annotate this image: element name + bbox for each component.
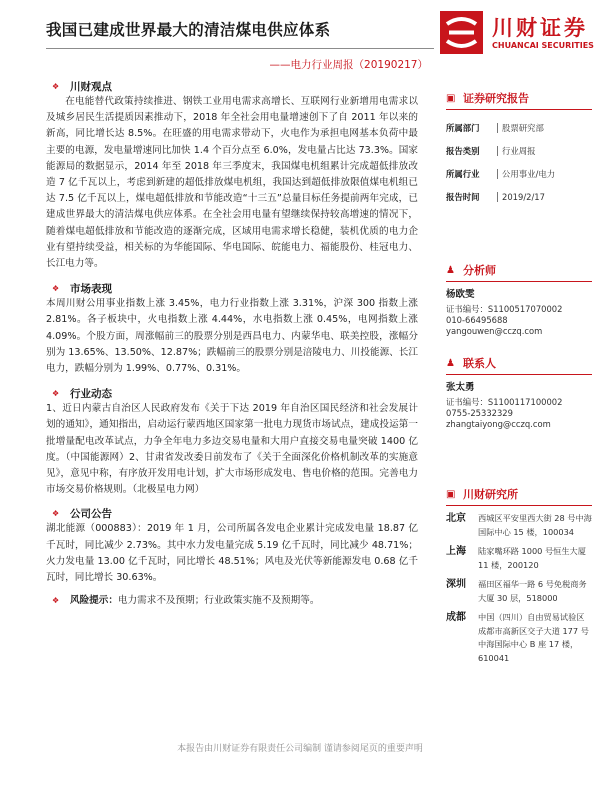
section-paragraph: 本周川财公用事业指数上涨 3.45%，电力行业指数上涨 3.31%，沪深 300 指数上涨 2.81%。各子板块中，火电指数上涨 4.44%，水电指数上涨 0.45%，电网指数上涨 4.09%。个股方面，周涨幅前三的股票分别是西昌电力、内蒙华电、联美控股，涨幅分别为 13.65%、13.50%、12.87%；跌幅前三的股票分别是涪陵电力、川投能源、长江电力，跌幅分别为 1.99%、0.77%、0.31%。 (46, 298, 418, 375)
diamond-bullet-icon: ❖ (52, 81, 60, 91)
section-heading (46, 385, 418, 401)
section-paragraph: 1、近日内蒙古自治区人民政府发布《关于下达 2019 年自治区国民经济和社会发展计划的通知》，通知指出，启动运行蒙西地区国家第一批电力现货市场试点，建成投运第一批增量配电改革试点，力争全年电力多边交易电量和大用户直接交易电量突破 1400 亿度。（中国能源网）2、甘肃省发改委日前发布了《关于全面深化价格机制改革的实施意见》，意见中称，有序放开发用电计划，扩大市场形成发电、售电价格的范围。完善电力市场交易价格规则。（北极星电力网） (46, 403, 418, 496)
logo-english-text: CHUANCAI SECURITIES (492, 41, 594, 50)
title-divider (46, 48, 434, 49)
risk-label: 风险提示： (70, 595, 118, 607)
address-city: 北京 (446, 513, 466, 524)
info-row (446, 139, 592, 162)
address-row (446, 545, 592, 572)
address-city: 成都 (446, 612, 466, 623)
report-title: 我国已建成世界最大的清洁煤电供应体系 (46, 21, 331, 39)
sidebar (446, 90, 592, 665)
person-icon: ♟ (446, 357, 455, 369)
analyst-email[interactable]: yangouwen@cczq.com (446, 326, 543, 336)
section-paragraph: 在电能替代政策持续推进、钢铁工业用电需求高增长、互联网行业新增用电需求以及城乡居民生活提质因素推动下，2018 年全社会用电量增速创下了自 2011 年以来的新高，同比增长达 8.5%。在旺盛的用电需求带动下，火电作为承担电网基本负荷中最主要的电源，发电量增速同比加快 1.4 个百分点至 6.0%，发电量占比达 73.3%。国家能源局的数据显示，2014 年至 2018 年三季度末，我国煤电机组累计完成超低排放改造 7 亿千瓦以上，考虑到新建的超低排放煤电机组，我国达到超低排放限值煤电机组已达 7.5 亿千瓦以上，煤电超低排放和节能改造“十三五”总量目标任务提前两年完成，已建成世界最大的清洁煤电供应体系。在全社会用电量有望继续保持较高增速的情况下，随着煤电超低排放和节能改造的逐渐完成，区域用电需求增长稳健，装机优质的电力企业有望持续受益，相关标的为华能国际、华电国际、皖能电力、福能股份、桂冠电力、长江电力等。 (46, 96, 418, 270)
report-info-table (446, 116, 592, 208)
info-key: 报告时间 (446, 191, 480, 202)
contact-cert: 证书编号：S1100117100002 (446, 397, 563, 407)
sidebar-heading-text: 联系人 (463, 357, 496, 370)
address-city: 深圳 (446, 579, 466, 590)
divider (446, 505, 592, 506)
person-icon: ♟ (446, 264, 455, 276)
diamond-bullet-icon: ❖ (52, 508, 60, 518)
info-key: 所属行业 (446, 168, 480, 179)
section-title: 公司公告 (70, 507, 112, 520)
building-icon: ▣ (446, 488, 456, 500)
info-row (446, 116, 592, 139)
info-value: 2019/2/17 (497, 192, 545, 202)
analyst-details (446, 289, 592, 337)
address-text: 中国（四川）自由贸易试验区成都市高新区交子大道 177 号中海国际中心 B 座 17 楼，610041 (478, 612, 589, 663)
info-value: 股票研究部 (497, 123, 544, 133)
institute-block (446, 486, 592, 665)
info-value: 行业周报 (497, 146, 536, 156)
address-text: 福田区福华一路 6 号免税商务大厦 30 层，518000 (478, 579, 587, 603)
section-announcements (46, 505, 418, 586)
analyst-name: 杨欧雯 (446, 289, 475, 300)
diamond-bullet-icon: ❖ (52, 388, 60, 398)
section-paragraph: 湖北能源（000883）：2019 年 1 月，公司所属各发电企业累计完成发电量 18.87 亿千瓦时，同比减少 2.73%。其中水力发电量完成 5.19 亿千瓦时，同比减少 48.71%；火力发电量 13.00 亿千瓦时，同比增长 48.51%；风电及光伏等新能源发电 0.68 亿千瓦时，同比增长 30.63%。 (46, 523, 418, 584)
section-industry-news (46, 385, 418, 498)
logo-mark-icon (440, 11, 483, 54)
sidebar-heading (446, 355, 592, 371)
info-key: 所属部门 (446, 122, 480, 133)
main-column (46, 78, 418, 609)
divider (446, 374, 592, 375)
sidebar-heading (446, 262, 592, 278)
section-title: 行业动态 (70, 387, 112, 400)
address-text: 西城区平安里西大街 28 号中海国际中心 15 楼，100034 (478, 513, 592, 537)
sidebar-heading (446, 90, 592, 106)
section-viewpoint (46, 78, 418, 272)
contact-name: 张太勇 (446, 382, 475, 393)
report-info-block (446, 90, 592, 208)
divider (446, 109, 592, 110)
sidebar-heading (446, 486, 592, 502)
info-row (446, 162, 592, 185)
company-logo (440, 10, 594, 55)
analyst-phone: 010-66495688 (446, 315, 508, 325)
sidebar-heading-text: 川财研究所 (463, 488, 518, 501)
analyst-block (446, 262, 592, 337)
sidebar-heading-text: 证券研究报告 (463, 92, 529, 105)
section-title: 川财观点 (70, 80, 112, 93)
section-title: 市场表现 (70, 282, 112, 295)
address-text: 陆家嘴环路 1000 号恒生大厦 11 楼，200120 (478, 546, 586, 570)
section-heading (46, 505, 418, 521)
logo-chinese-text: 川财证券 (492, 16, 588, 40)
analyst-cert: 证书编号：S1100517070002 (446, 304, 563, 314)
contact-details (446, 382, 592, 430)
risk-text: 电力需求不及预期；行业政策实施不及预期等。 (117, 595, 320, 607)
diamond-bullet-icon: ❖ (52, 596, 60, 606)
contact-email[interactable]: zhangtaiyong@cczq.com (446, 419, 551, 429)
page-icon: ▣ (446, 92, 456, 104)
address-row (446, 578, 592, 605)
address-row (446, 611, 592, 665)
report-subtitle: ——电力行业周报（20190217） (269, 59, 428, 71)
address-city: 上海 (446, 546, 466, 557)
diamond-bullet-icon: ❖ (52, 283, 60, 293)
page-footer: 本报告由川财证券有限责任公司编制 谨请参阅尾页的重要声明 (177, 744, 423, 754)
risk-warning (46, 593, 418, 609)
section-market (46, 280, 418, 377)
divider (446, 281, 592, 282)
info-value: 公用事业/电力 (497, 169, 555, 179)
address-row (446, 512, 592, 539)
info-row (446, 185, 592, 208)
info-key: 报告类别 (446, 145, 480, 156)
section-heading (46, 280, 418, 296)
section-heading (46, 78, 418, 94)
sidebar-heading-text: 分析师 (463, 264, 496, 277)
contact-block (446, 355, 592, 430)
contact-phone: 0755-25332329 (446, 408, 513, 418)
